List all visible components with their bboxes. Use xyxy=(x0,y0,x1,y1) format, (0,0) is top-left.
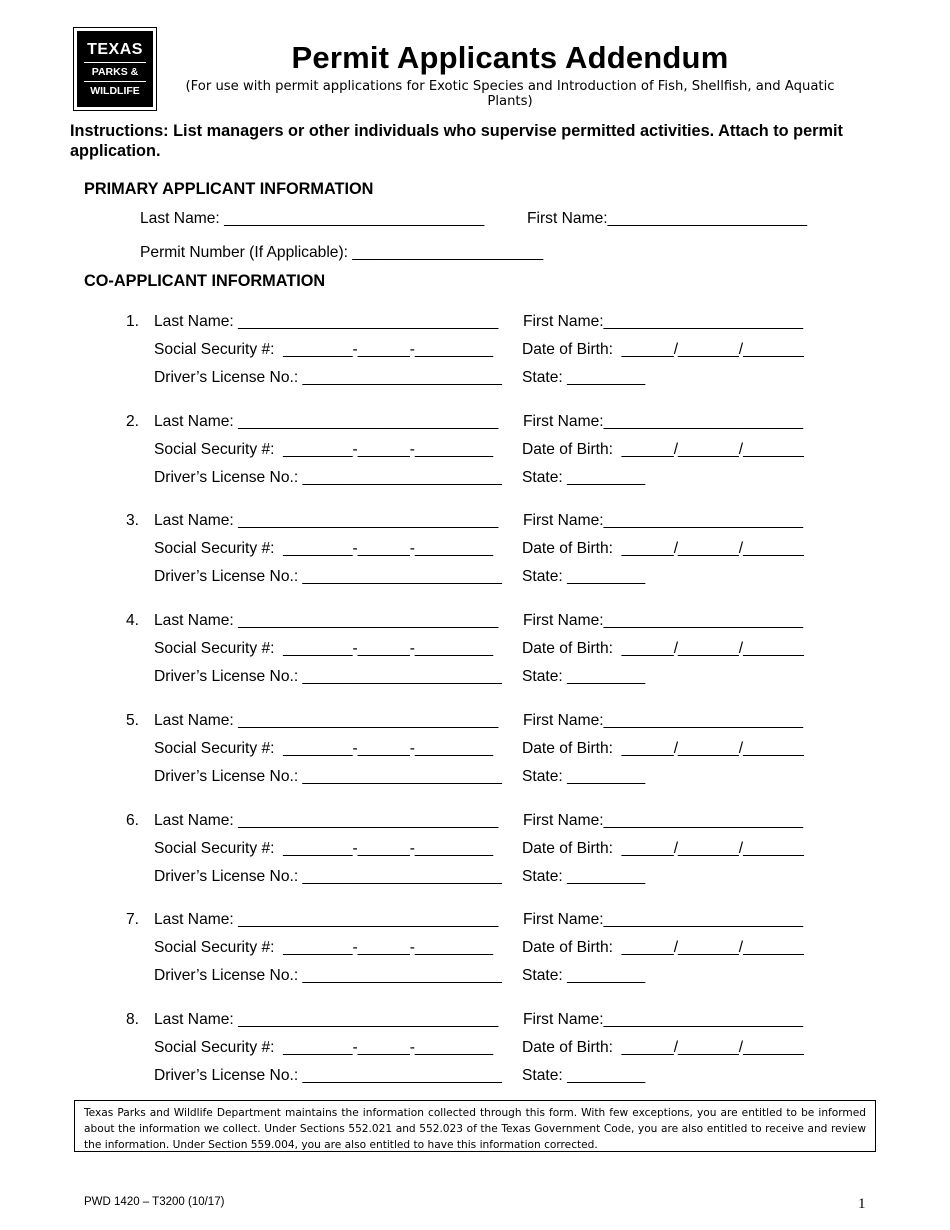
primary-heading: PRIMARY APPLICANT INFORMATION xyxy=(84,180,374,198)
tpwd-logo xyxy=(73,27,157,111)
instructions: Instructions: List managers or other individuals who supervise permitted activities. Attach to permit application. xyxy=(70,122,843,160)
co-applicant-3-drivers-license-field[interactable]: Driver’s License No.: _______________________ xyxy=(154,568,502,586)
co-applicant-7-ssn-field[interactable]: Social Security #: ________-______-_________ xyxy=(154,939,493,957)
co-applicant-5-state-field[interactable]: State: _________ xyxy=(522,767,646,785)
co-applicant-4-dob-field[interactable]: Date of Birth: ______/_______/_______ xyxy=(522,640,804,658)
co-applicant-7-state-field[interactable]: State: _________ xyxy=(522,967,646,985)
page-subtitle: (For use with permit applications for Exotic Species and Introduction of Fish, Shellfish, and Aquatic Plants) xyxy=(185,79,835,109)
co-applicant-2-drivers-license-field[interactable]: Driver’s License No.: _______________________ xyxy=(154,468,502,486)
co-applicant-2-first-name-field[interactable]: First Name:_______________________ xyxy=(523,412,804,430)
privacy-notice xyxy=(74,1100,876,1152)
co-applicant-5-ssn-field[interactable]: Social Security #: ________-______-_________ xyxy=(154,739,493,757)
co-applicant-3-state-field[interactable]: State: _________ xyxy=(522,568,646,586)
co-applicant-7-first-name-field[interactable]: First Name:_______________________ xyxy=(523,911,804,929)
co-applicant-3-first-name-field[interactable]: First Name:_______________________ xyxy=(523,512,804,530)
co-applicant-4-ssn-field[interactable]: Social Security #: ________-______-_________ xyxy=(154,640,493,658)
co-applicant-1-state-field[interactable]: State: _________ xyxy=(522,369,646,386)
page-number: 1 xyxy=(858,1196,866,1212)
co-applicant-6-drivers-license-field[interactable]: Driver’s License No.: _______________________ xyxy=(154,867,502,885)
co-applicant-1-first-name-field[interactable]: First Name:_______________________ xyxy=(523,313,804,330)
co-applicant-3-last-name-field[interactable]: Last Name: ______________________________ xyxy=(154,512,499,530)
co-applicant-3-ssn-field[interactable]: Social Security #: ________-______-_________ xyxy=(154,540,493,558)
co-applicant-6-dob-field[interactable]: Date of Birth: ______/_______/_______ xyxy=(522,839,804,857)
co-applicant-1-entry-number: 1. xyxy=(126,313,140,330)
co-applicant-1-dob-field[interactable]: Date of Birth: ______/_______/_______ xyxy=(522,341,804,358)
co-applicant-2-last-name-field[interactable]: Last Name: ______________________________ xyxy=(154,412,499,430)
co-applicant-8-entry-number: 8. xyxy=(126,1010,140,1028)
co-applicant-2-dob-field[interactable]: Date of Birth: ______/_______/_______ xyxy=(522,440,804,458)
co-applicant-2-entry-number: 2. xyxy=(126,412,140,430)
co-applicant-8-last-name-field[interactable]: Last Name: ______________________________ xyxy=(154,1010,499,1028)
co-applicant-1-last-name-field[interactable]: Last Name: ______________________________ xyxy=(154,313,499,330)
co-applicant-1-ssn-field[interactable]: Social Security #: ________-______-_________ xyxy=(154,341,493,358)
co-applicant-4-first-name-field[interactable]: First Name:_______________________ xyxy=(523,612,804,630)
primary-first-name-field[interactable]: First Name:_______________________ xyxy=(527,210,808,227)
co-applicant-4-drivers-license-field[interactable]: Driver’s License No.: _______________________ xyxy=(154,668,502,686)
co-applicant-5-dob-field[interactable]: Date of Birth: ______/_______/_______ xyxy=(522,739,804,757)
co-applicant-8-dob-field[interactable]: Date of Birth: ______/_______/_______ xyxy=(522,1038,804,1056)
co-applicant-7-last-name-field[interactable]: Last Name: ______________________________ xyxy=(154,911,499,929)
co-applicant-7-entry-number: 7. xyxy=(126,911,140,929)
logo-line-texas: TEXAS xyxy=(84,41,146,63)
co-applicant-6-first-name-field[interactable]: First Name:_______________________ xyxy=(523,811,804,829)
logo-line-wildlife: WILDLIFE xyxy=(90,85,140,97)
co-applicant-5-first-name-field[interactable]: First Name:_______________________ xyxy=(523,711,804,729)
co-applicant-6-entry-number: 6. xyxy=(126,811,140,829)
co-applicant-heading: CO-APPLICANT INFORMATION xyxy=(84,272,326,290)
co-applicant-3-dob-field[interactable]: Date of Birth: ______/_______/_______ xyxy=(522,540,804,558)
primary-last-name-field[interactable]: Last Name: ______________________________ xyxy=(140,210,485,227)
co-applicant-3-entry-number: 3. xyxy=(126,512,140,530)
co-applicant-2-ssn-field[interactable]: Social Security #: ________-______-_________ xyxy=(154,440,493,458)
co-applicant-6-ssn-field[interactable]: Social Security #: ________-______-_________ xyxy=(154,839,493,857)
primary-permit-number-field[interactable]: Permit Number (If Applicable): ______________________ xyxy=(140,244,544,261)
co-applicant-8-ssn-field[interactable]: Social Security #: ________-______-_________ xyxy=(154,1038,493,1056)
co-applicant-5-last-name-field[interactable]: Last Name: ______________________________ xyxy=(154,711,499,729)
co-applicant-6-last-name-field[interactable]: Last Name: ______________________________ xyxy=(154,811,499,829)
co-applicant-4-last-name-field[interactable]: Last Name: ______________________________ xyxy=(154,612,499,630)
co-applicant-8-first-name-field[interactable]: First Name:_______________________ xyxy=(523,1010,804,1028)
co-applicant-5-drivers-license-field[interactable]: Driver’s License No.: _______________________ xyxy=(154,767,502,785)
co-applicant-5-entry-number: 5. xyxy=(126,711,140,729)
co-applicant-7-drivers-license-field[interactable]: Driver’s License No.: _______________________ xyxy=(154,967,502,985)
co-applicant-8-drivers-license-field[interactable]: Driver’s License No.: _______________________ xyxy=(154,1066,502,1084)
co-applicant-1-drivers-license-field[interactable]: Driver’s License No.: _______________________ xyxy=(154,369,502,386)
co-applicant-2-state-field[interactable]: State: _________ xyxy=(522,468,646,486)
co-applicant-4-state-field[interactable]: State: _________ xyxy=(522,668,646,686)
co-applicant-4-entry-number: 4. xyxy=(126,612,140,630)
logo-line-parks: PARKS & xyxy=(84,63,146,82)
co-applicant-7-dob-field[interactable]: Date of Birth: ______/_______/_______ xyxy=(522,939,804,957)
privacy-notice-text: Texas Parks and Wildlife Department maintains the information collected through this form. With few exceptions, you are entitled to be informed about the information we collect. Under Sections 552.021 and 552.023 of the Texas Government Code, you are also entitled to receive and review the information. Under Section 559.004, you are also entitled to have this information corrected. xyxy=(84,1107,866,1151)
page-title: Permit Applicants Addendum xyxy=(291,40,729,75)
co-applicant-6-state-field[interactable]: State: _________ xyxy=(522,867,646,885)
form-id: PWD 1420 – T3200 (10/17) xyxy=(84,1196,225,1208)
co-applicant-8-state-field[interactable]: State: _________ xyxy=(522,1066,646,1084)
